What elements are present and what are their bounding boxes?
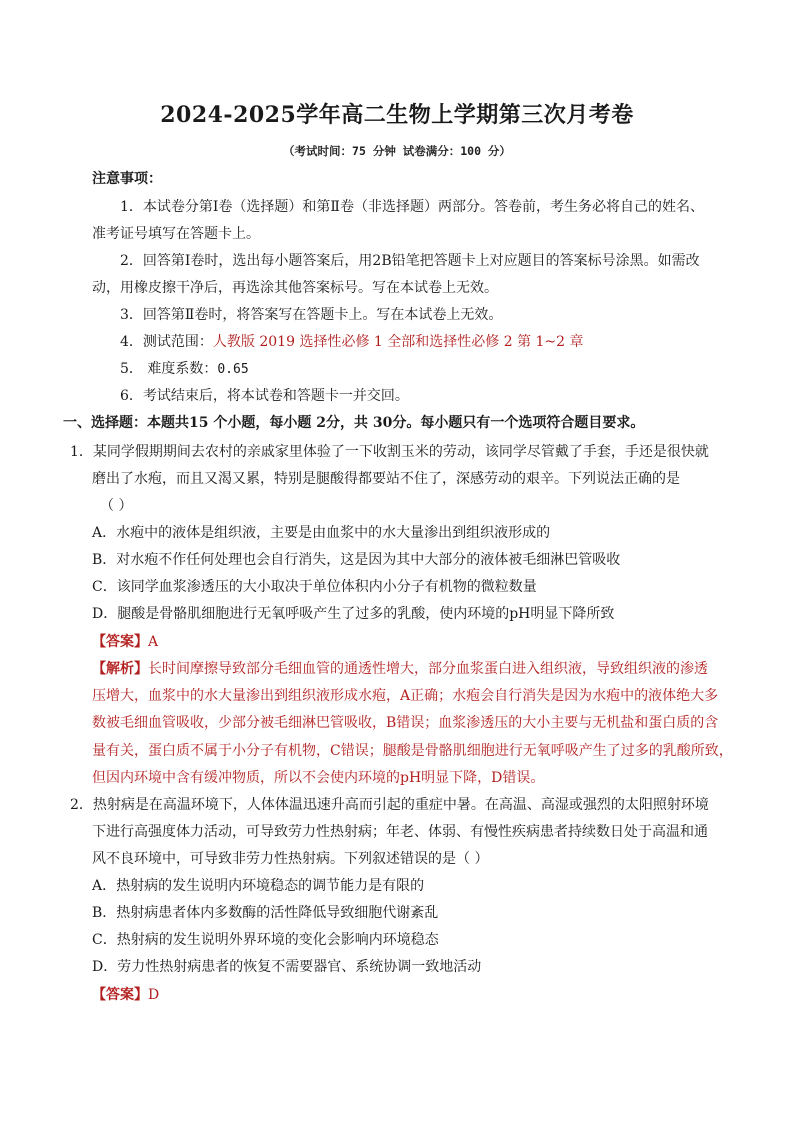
q2-option-b: B．热射病患者体内多数酶的活性降低导致细胞代谢紊乱 (92, 905, 439, 921)
q1-option-a: A．水疱中的液体是组织液，主要是由血浆中的水大量渗出到组织液形成的 (92, 525, 551, 541)
notice-item-5-label: 5． 难度系数： (120, 361, 218, 377)
q2-stem-line-2: 下进行高强度体力活动，可导致劳力性热射病；年老、体弱、有慢性疾病患者持续数日处于高温和通 (92, 824, 708, 840)
q2-option-d: D．劳力性热射病患者的恢复不需要器官、系统协调一致地活动 (92, 959, 482, 975)
q1-analysis-line-1 (92, 660, 708, 678)
notice-item-4-prefix: 4．测试范围： (120, 334, 213, 350)
q1-analysis-text-1: 长时间摩擦导致部分毛细血管的通透性增大，部分血浆蛋白进入组织液，导致组织液的渗透 (148, 661, 708, 677)
notice-item-1-line-2: 准考证号填写在答题卡上。 (92, 226, 260, 242)
q2-answer-label: 【答案】 (92, 987, 148, 1003)
exam-title: 2024-2025学年高二生物上学期第三次月考卷 (160, 102, 634, 128)
q1-answer-label: 【答案】 (92, 634, 148, 650)
notice-item-5 (120, 360, 249, 379)
section-heading: 一、选择题：本题共15 个小题，每小题 2分，共 30分。每小题只有一个选项符合题目要求。 (63, 415, 645, 431)
notice-item-2-line-1: 2．回答第Ⅰ卷时，选出每小题答案后，用2B铅笔把答题卡上对应题目的答案标号涂黑。如需改 (120, 253, 700, 269)
q1-stem-line-1: 1．某同学假期期间去农村的亲戚家里体验了一下收割玉米的劳动，该同学尽管戴了手套，手还是很快就 (70, 444, 709, 460)
q2-stem-line-3: 风不良环境中，可导致非劳力性热射病。下列叙述错误的是（ ） (92, 851, 489, 867)
q1-analysis-line-2: 压增大，血浆中的水大量渗出到组织液形成水疱，A正确；水疱会自行消失是因为水疱中的液体绝大多 (92, 688, 719, 704)
q2-answer-value: D (148, 987, 160, 1003)
notice-item-6: 6．考试结束后，将本试卷和答题卡一并交回。 (120, 388, 409, 404)
q1-answer (92, 633, 158, 651)
notice-item-5-value: 0.65 (217, 362, 249, 377)
q2-option-a: A．热射病的发生说明内环境稳态的调节能力是有限的 (92, 878, 425, 894)
notice-item-3: 3．回答第Ⅱ卷时，将答案写在答题卡上。写在本试卷上无效。 (120, 307, 503, 323)
q1-stem-line-2: 磨出了水疱，而且又渴又累，特别是腿酸得都要站不住了，深感劳动的艰辛。下列说法正确的是 (92, 471, 680, 487)
notice-item-2-line-2: 动，用橡皮擦干净后，再选涂其他答案标号。写在本试卷上无效。 (92, 280, 498, 296)
notice-heading: 注意事项： (92, 171, 162, 187)
q1-analysis-label: 【解析】 (92, 661, 148, 677)
q1-option-c: C．该同学血浆渗透压的大小取决于单位体积内小分子有机物的微粒数量 (92, 579, 537, 595)
q1-analysis-line-5: 但因内环境中含有缓冲物质，所以不会使内环境的pH明显下降，D错误。 (92, 770, 545, 786)
q1-analysis-line-3: 数被毛细血管吸收，少部分被毛细淋巴管吸收，B错误；血浆渗透压的大小主要与无机盐和蛋白质的含 (92, 715, 719, 731)
q1-option-d: D．腿酸是骨骼肌细胞进行无氧呼吸产生了过多的乳酸，使内环境的pH明显下降所致 (92, 606, 615, 622)
q2-stem-line-1: 2．热射病是在高温环境下，人体体温迅速升高而引起的重症中暑。在高温、高湿或强烈的太阳照射环境 (70, 797, 709, 813)
q1-option-b: B．对水疱不作任何处理也会自行消失，这是因为其中大部分的液体被毛细淋巴管吸收 (92, 552, 621, 568)
exam-subtitle: （考试时间：75 分钟 试卷满分：100 分） (283, 144, 511, 158)
notice-item-1-line-1: 1．本试卷分第Ⅰ卷（选择题）和第Ⅱ卷（非选择题）两部分。答卷前，考生务必将自己的姓名、 (120, 199, 704, 215)
q2-option-c: C．热射病的发生说明外界环境的变化会影响内环境稳态 (92, 932, 439, 948)
q1-analysis-line-4: 量有关，蛋白质不属于小分子有机物，C错误；腿酸是骨骼肌细胞进行无氧呼吸产生了过多的乳酸所致， (92, 743, 733, 759)
notice-item-4-scope: 人教版 2019 选择性必修 1 全部和选择性必修 2 第 1~2 章 (212, 334, 584, 350)
q2-answer (92, 986, 159, 1004)
notice-item-4 (120, 333, 584, 351)
q1-answer-value: A (148, 634, 159, 650)
q1-blank: （ ） (100, 498, 133, 514)
